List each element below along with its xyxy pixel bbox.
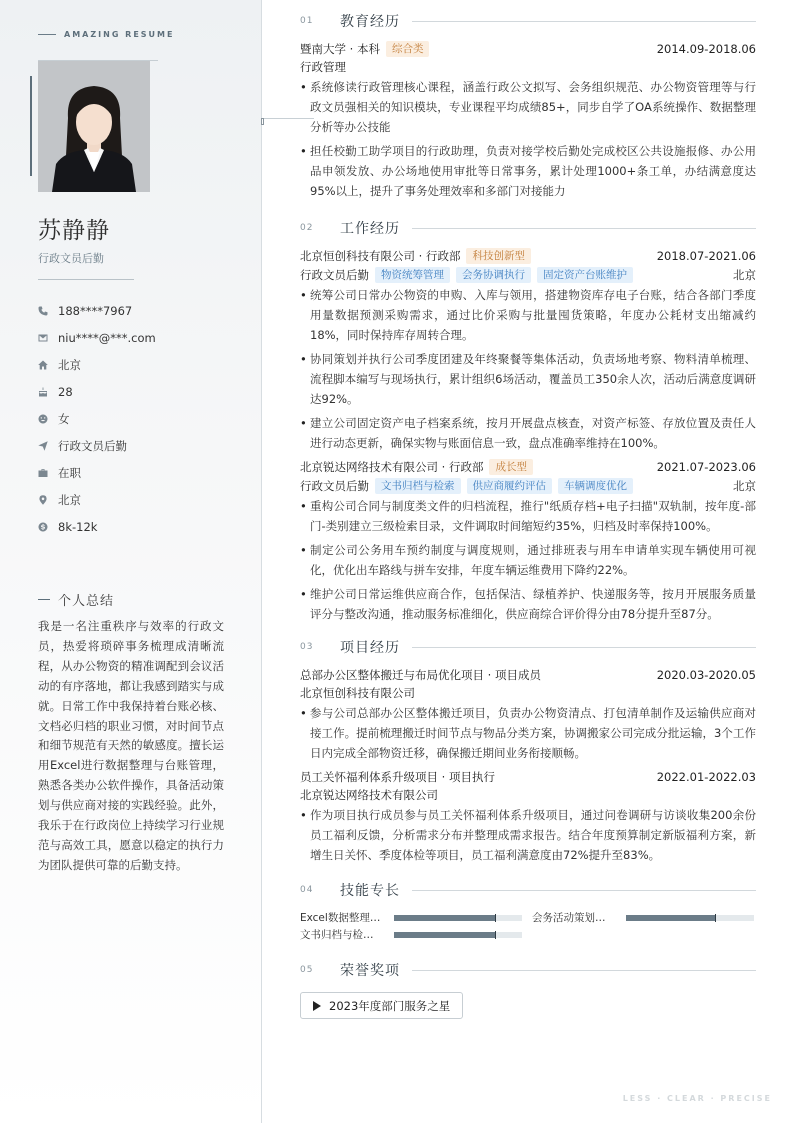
- section-rule: [412, 890, 756, 891]
- skill-tag: 车辆调度优化: [558, 478, 633, 494]
- summary-dash: [38, 599, 50, 600]
- work-section: [300, 218, 756, 628]
- profile-photo: [38, 60, 150, 192]
- list-item: • 重构公司合同与制度类文件的归档流程，推行"纸质存档+电子扫描"双轨制，按年度-部门-类别建立三级检索目录，文件调取时间缩短约35%，归档及时率保持100%。: [300, 496, 756, 536]
- list-item: • 统筹公司日常办公物资的申购、入库与领用，搭建物资库存电子台账，结合各部门季度用量数据预测采购需求，通过比价采购与批量囤货策略，年度办公耗材支出缩减约18%，同时保持库存周转合理。: [300, 285, 756, 345]
- skill-item: [300, 909, 524, 926]
- briefcase-icon: [38, 468, 58, 478]
- skill-tag: 文书归档与检索: [375, 478, 461, 494]
- job-entry: [300, 246, 756, 453]
- project-name: 总部办公区整体搬迁与布局优化项目 · 项目成员: [300, 667, 541, 682]
- info-city-text: 北京: [58, 492, 81, 507]
- photo-connector-node: [261, 118, 264, 125]
- section-title: 项目经历: [340, 640, 400, 656]
- section-number: 05: [300, 965, 314, 975]
- info-age: [38, 378, 156, 405]
- honors-heading: [300, 960, 756, 980]
- project-name: 员工关怀福利体系升级项目 · 项目执行: [300, 769, 495, 784]
- list-item: • 维护公司日常运维供应商合作，包括保洁、绿植养护、快递服务等，按月开展服务质量评分与整改沟通，推动服务标准细化，供应商综合评价得分由78分提升至87分。: [300, 584, 756, 624]
- home-icon: [38, 360, 58, 370]
- info-home: [38, 351, 156, 378]
- contact-info-list: [38, 297, 156, 540]
- honor-text: 2023年度部门服务之星: [329, 998, 451, 1013]
- skill-name: 文书归档与检…: [300, 929, 374, 941]
- send-icon: [38, 441, 58, 451]
- education-major: 行政管理: [300, 60, 346, 74]
- section-rule: [412, 21, 756, 22]
- section-number: 02: [300, 223, 314, 233]
- list-item: • 协同策划并执行公司季度团建及年终聚餐等集体活动，负责场地考察、物料清单梳理、流程脚本编写与现场执行，累计组织6场活动，覆盖员工350余人次，活动后满意度调研达92%。: [300, 349, 756, 409]
- job-date: 2018.07-2021.06: [656, 248, 756, 263]
- education-date: 2014.09-2018.06: [656, 41, 756, 56]
- job-position: 行政文员后勤: [300, 478, 369, 493]
- section-title: 教育经历: [340, 14, 400, 30]
- portrait-illustration: [38, 60, 150, 192]
- skills-grid: [300, 909, 756, 943]
- company-tag: 科技创新型: [466, 248, 531, 264]
- section-number: 01: [300, 16, 314, 26]
- skills-section: [300, 880, 756, 943]
- face-icon: [38, 414, 58, 424]
- project-company: 北京锐达网络技术有限公司: [300, 788, 438, 802]
- job-city: 北京: [733, 478, 756, 493]
- project-entry: [300, 665, 756, 763]
- photo-accent-bar: [30, 76, 32, 176]
- education-bullets: [300, 77, 756, 201]
- skill-level-bar: [394, 932, 522, 938]
- skill-tag: 物资统筹管理: [375, 267, 450, 283]
- location-pin-icon: [38, 495, 58, 505]
- honors-section: [300, 960, 756, 1019]
- company-tag: 成长型: [489, 459, 533, 475]
- projects-section: [300, 637, 756, 869]
- project-header: [300, 665, 756, 684]
- section-rule: [412, 970, 756, 971]
- school-name: 暨南大学 · 本科: [300, 41, 380, 56]
- info-status-text: 在职: [58, 465, 81, 480]
- skill-level-bar: [626, 915, 754, 921]
- skill-level-fill: [626, 915, 716, 921]
- skill-name: Excel数据整理…: [300, 912, 381, 924]
- project-company: 北京恒创科技有限公司: [300, 686, 415, 700]
- list-item: • 参与公司总部办公区整体搬迁项目，负责办公物资清点、打包清单制作及运输供应商对接工作。提前梳理搬迁时间节点与物品分类方案，协调搬家公司完成分批运输，3个工作日内完成全部物资迁移，确保搬迁期间业务衔接顺畅。: [300, 703, 756, 763]
- play-triangle-icon: [313, 1001, 321, 1011]
- list-item: • 系统修读行政管理核心课程，涵盖行政公文拟写、会务组织规范、办公物资管理等与行政文员强相关的知识模块，专业课程平均成绩85+，同步自学了OA系统操作、数据整理分析等办公技能: [300, 77, 756, 137]
- work-heading: [300, 218, 756, 238]
- section-title: 技能专长: [340, 883, 400, 899]
- email-icon: [38, 333, 58, 343]
- job-date: 2021.07-2023.06: [656, 459, 756, 474]
- info-phone-text: 188****7967: [58, 303, 133, 318]
- list-item: • 担任校勤工助学项目的行政助理，负责对接学校后勤处完成校区公共设施报修、办公用品申领发放、办公场地使用审批等日常事务，累计处理1000+条工单，办结满意度达95%以上，提升了事务处理效率和多部门对接能力: [300, 141, 756, 201]
- list-item: • 制定公司公务用车预约制度与调度规则，通过排班表与用车申请单实现车辆使用可视化，优化出车路线与拼车安排，年度车辆运维费用下降约22%。: [300, 540, 756, 580]
- summary-text: 我是一名注重秩序与效率的行政文员，热爱将琐碎事务梳理成清晰流程，从办公物资的精准调配到会议活动的有序落地，都让我感到踏实与成就。日常工作中我保持着台账必核、文档必归档的职业习惯，对时间节点和细节规范有天然的敏感度。擅长运用Excel进行数据整理与台账管理，熟悉各类办公软件操作，具备活动策划与供应商对接的实践经验。此外，我乐于在行政岗位上持续学习行业规范与高效工具，愿意以稳定的执行力为团队提供可靠的后勤支持。: [38, 619, 224, 872]
- avatar: [38, 60, 150, 192]
- info-city: [38, 486, 156, 513]
- candidate-role: 行政文员后勤: [38, 252, 104, 265]
- skill-item: [300, 926, 524, 943]
- education-row: [300, 39, 756, 58]
- list-item: • 作为项目执行成员参与员工关怀福利体系升级项目，通过问卷调研与访谈收集200余份员工福利反馈，分析需求分布并整理成需求报告。结合年度预算制定新版福利方案，新增生日关怀、季度体检等项目，员工福利满意度由72%提升至83%。: [300, 805, 756, 865]
- info-status: [38, 459, 156, 486]
- school-tag: 综合类: [386, 41, 430, 57]
- job-bullets: [300, 496, 756, 624]
- info-email-text: niu****@***.com: [58, 330, 156, 345]
- skill-level-bar: [394, 915, 522, 921]
- info-home-text: 北京: [58, 357, 81, 372]
- honor-badge: [300, 992, 463, 1019]
- footer-watermark: LESS · CLEAR · PRECISE: [622, 1094, 772, 1103]
- info-intent-text: 行政文员后勤: [58, 438, 127, 453]
- section-title: 工作经历: [340, 221, 400, 237]
- cake-icon: [38, 387, 58, 397]
- skill-name: 会务活动策划…: [532, 912, 606, 924]
- section-rule: [412, 228, 756, 229]
- project-date: 2022.01-2022.03: [656, 769, 756, 784]
- info-email: [38, 324, 156, 351]
- summary-heading: [38, 590, 114, 609]
- sidebar: [0, 0, 262, 1123]
- name-divider: [38, 279, 134, 280]
- list-item: • 建立公司固定资产电子档案系统，按月开展盘点核查，对资产标签、存放位置及责任人进行动态更新，确保实物与账面信息一致，盘点准确率维持在100%。: [300, 413, 756, 453]
- skill-level-fill: [394, 915, 496, 921]
- project-entry: [300, 767, 756, 865]
- phone-icon: [38, 306, 58, 316]
- job-header: [300, 246, 756, 265]
- section-number: 04: [300, 885, 314, 895]
- skill-tag: 会务协调执行: [456, 267, 531, 283]
- job-bullets: [300, 285, 756, 453]
- job-city: 北京: [733, 267, 756, 282]
- info-gender-text: 女: [58, 411, 70, 426]
- section-title: 荣誉奖项: [340, 963, 400, 979]
- candidate-name: 苏静静: [38, 218, 110, 244]
- photo-frame-line: [38, 60, 158, 61]
- education-section: [300, 11, 756, 205]
- skill-level-fill: [394, 932, 496, 938]
- job-entry: [300, 457, 756, 624]
- skill-tag: 固定资产台账维护: [537, 267, 633, 283]
- project-bullets: [300, 703, 756, 763]
- brand-line: [38, 34, 56, 35]
- section-rule: [412, 647, 756, 648]
- job-header: [300, 457, 756, 476]
- job-company: 北京锐达网络技术有限公司 · 行政部: [300, 459, 484, 474]
- job-company: 北京恒创科技有限公司 · 行政部: [300, 248, 461, 263]
- info-gender: [38, 405, 156, 432]
- job-subheader: [300, 476, 756, 495]
- education-heading: [300, 11, 756, 31]
- section-number: 03: [300, 642, 314, 652]
- project-header: [300, 767, 756, 786]
- money-icon: [38, 522, 58, 532]
- brand-mark: [38, 30, 174, 39]
- job-position: 行政文员后勤: [300, 267, 369, 282]
- skills-heading: [300, 880, 756, 900]
- skill-tag: 供应商履约评估: [467, 478, 553, 494]
- job-subheader: [300, 265, 756, 284]
- info-salary: [38, 513, 156, 540]
- summary-title: 个人总结: [58, 594, 115, 609]
- projects-heading: [300, 637, 756, 657]
- info-age-text: 28: [58, 384, 73, 399]
- info-salary-text: 8k-12k: [58, 519, 98, 534]
- brand-text: AMAZING RESUME: [64, 30, 175, 39]
- project-date: 2020.03-2020.05: [656, 667, 756, 682]
- info-phone: [38, 297, 156, 324]
- project-bullets: [300, 805, 756, 865]
- info-intent: [38, 432, 156, 459]
- skill-item: [532, 909, 756, 926]
